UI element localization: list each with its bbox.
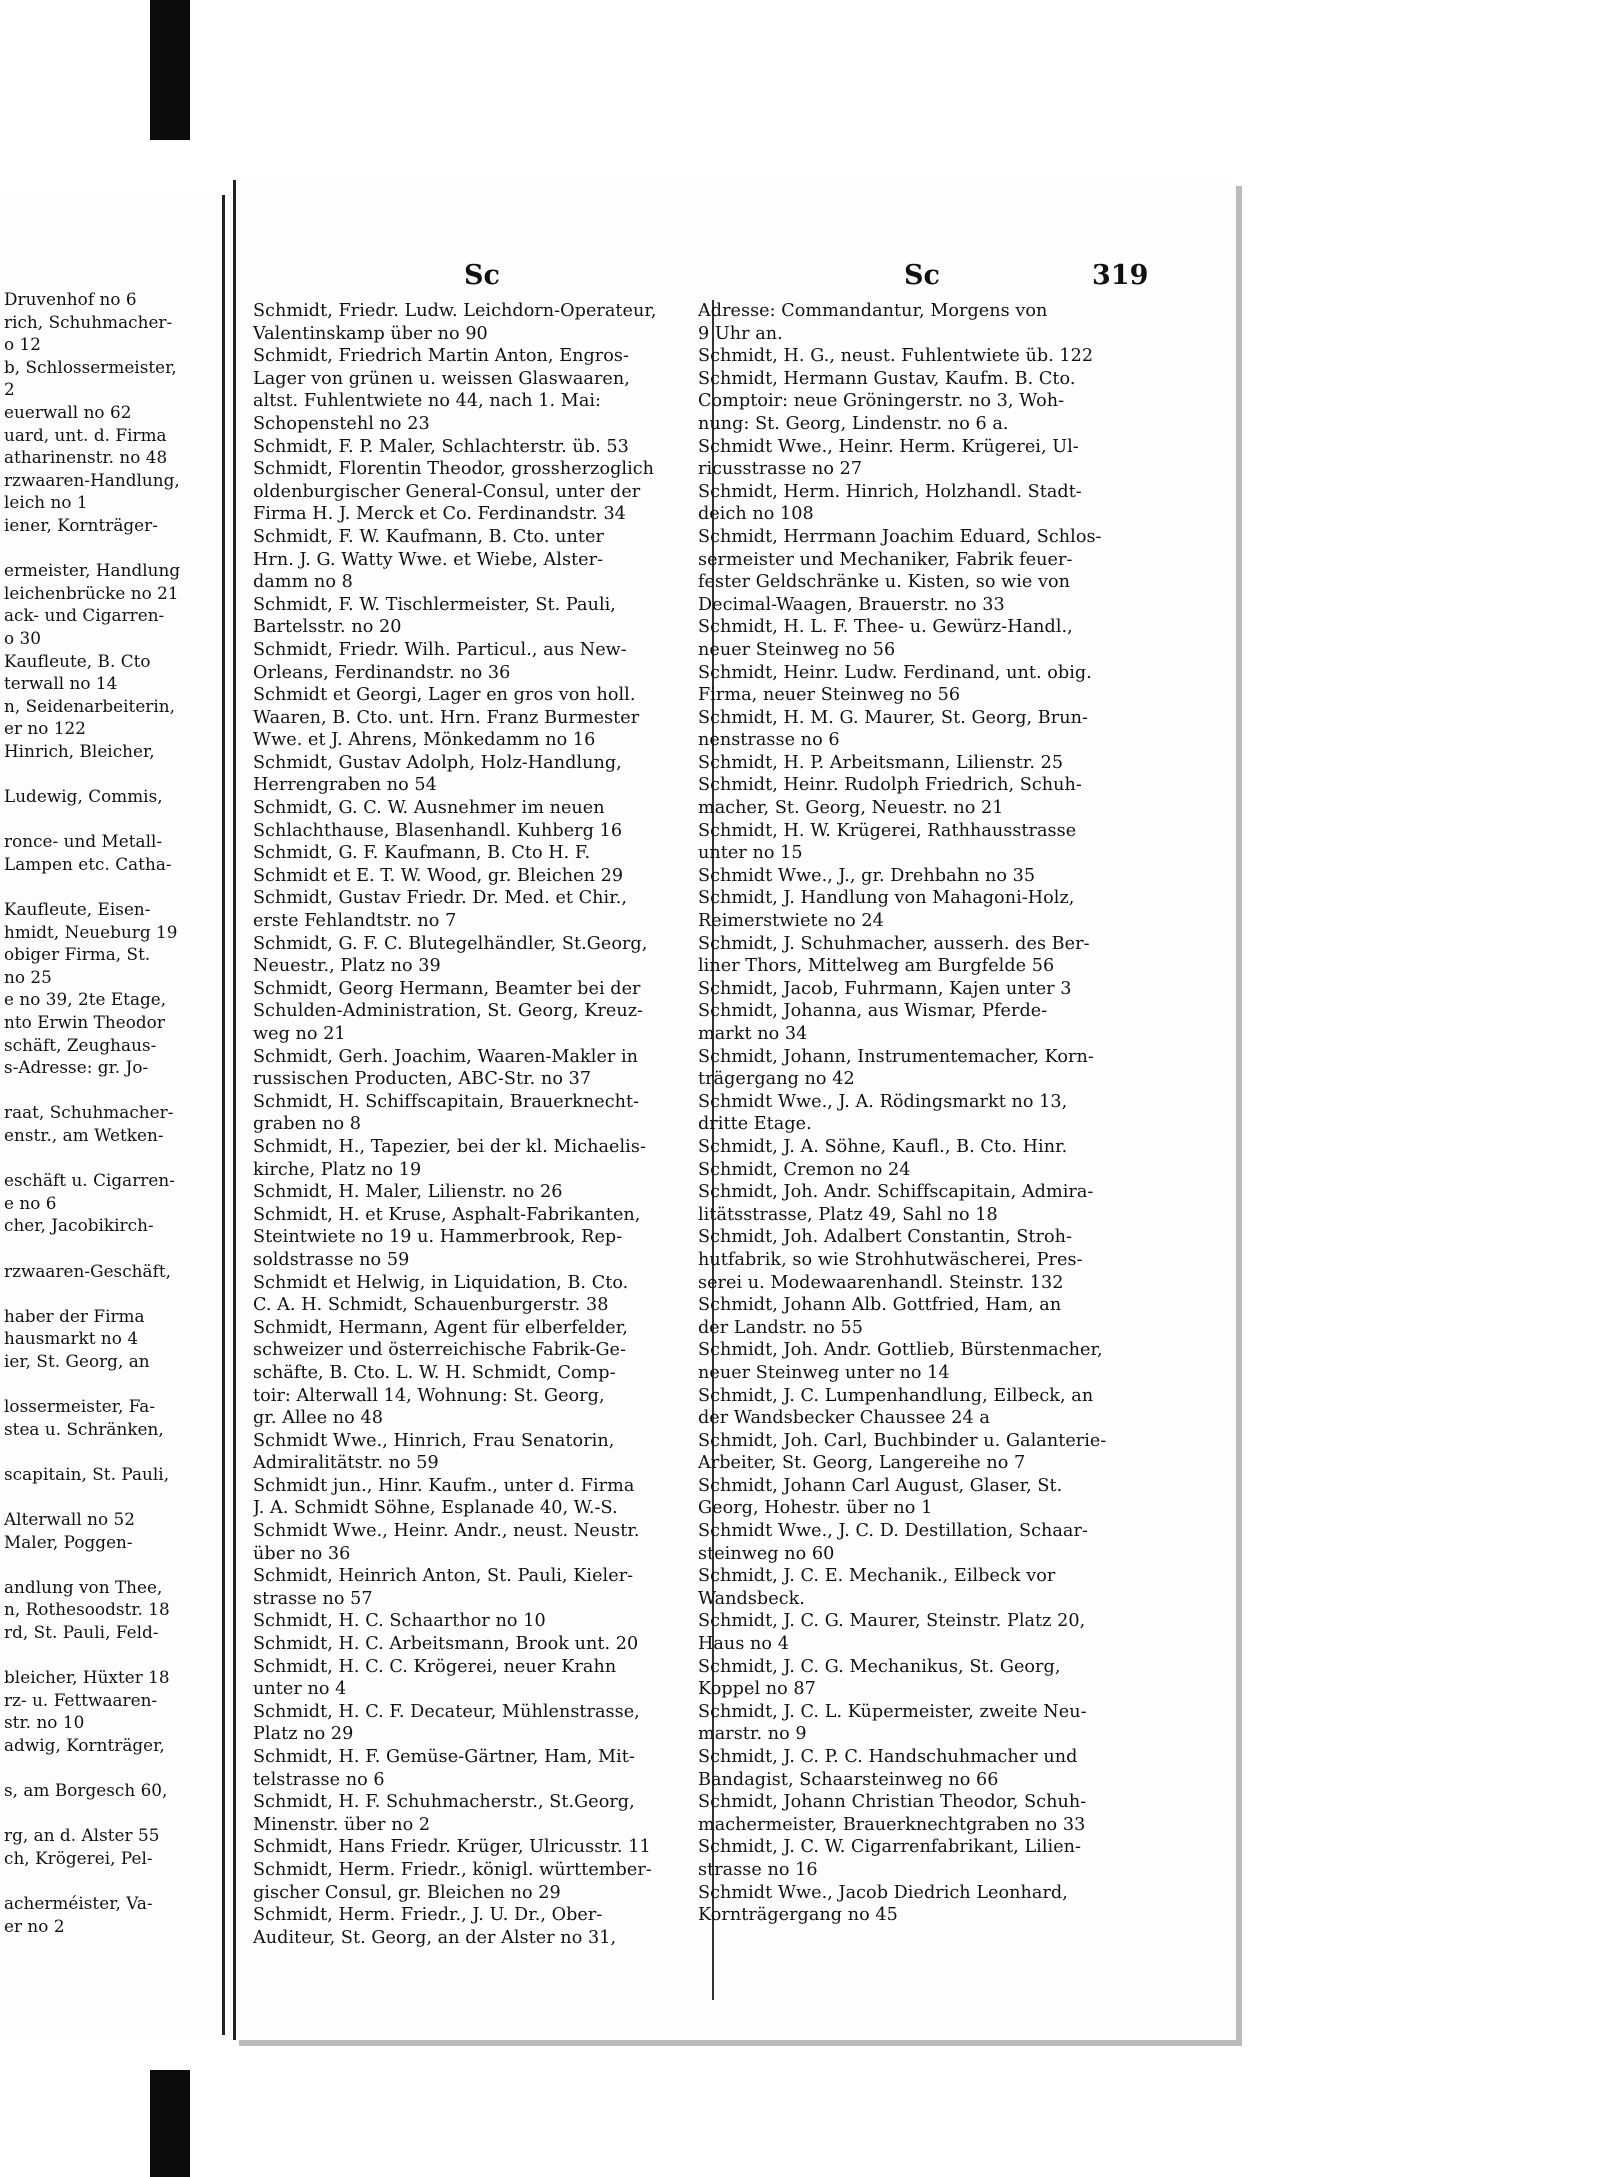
left-page-line: er no 122 [4,718,87,739]
directory-line: Schmidt, Friedrich Martin Anton, Engros- [253,346,629,367]
directory-line: Schmidt, Johanna, aus Wismar, Pferde- [698,1001,1048,1022]
left-page-line [4,1553,218,1576]
left-page-line: b, Schlossermeister, [4,356,177,377]
left-page-line: Kaufleute, B. Cto [4,650,151,671]
directory-line: Valentinskamp über no 90 [253,323,488,344]
left-page-line [4,1870,218,1893]
directory-line: Schmidt et Georgi, Lager en gros von holl. [253,685,636,706]
left-page-line: ier, St. Georg, an [4,1350,150,1371]
directory-line: Schmidt, Herm. Friedr., königl. württember- [253,1859,652,1880]
directory-line: Schmidt, Friedr. Ludw. Leichdorn-Operateur, [253,301,657,321]
directory-line: toir: Alterwall 14, Wohnung: St. Georg, [253,1385,605,1406]
directory-line: Firma, neuer Steinweg no 56 [698,685,961,706]
directory-line: Schmidt, Joh. Andr. Schiffscapitain, Admira- [698,1182,1094,1203]
directory-line: Schulden-Administration, St. Georg, Kreuz- [253,1001,644,1022]
left-page-line: lossermeister, Fa- [4,1396,156,1417]
directory-line: Schmidt, Hermann, Agent für elberfelder, [253,1317,628,1338]
left-page-line: schäft, Zeughaus- [4,1034,157,1055]
directory-line: Schmidt, J. C. L. Küpermeister, zweite Neu- [698,1701,1087,1722]
left-page-line: s, am Borgesch 60, [4,1780,168,1801]
directory-line: Schmidt, J. C. P. C. Handschuhmacher und [698,1747,1078,1767]
directory-line: Schmidt, H. C. F. Decateur, Mühlenstrasse, [253,1701,640,1722]
directory-line: macher, St. Georg, Neuestr. no 21 [698,798,1004,819]
left-page-line: bleicher, Hüxter 18 [4,1667,170,1688]
directory-line: Orleans, Ferdinandstr. no 36 [253,662,511,683]
directory-line: Comptoir: neue Gröningerstr. no 3, Woh- [698,391,1065,412]
directory-line: Schmidt, H. Schiffscapitain, Brauerknecht- [253,1091,640,1112]
directory-line: serei u. Modewaarenhandl. Steinstr. 132 [698,1272,1064,1293]
left-page-line: enstr., am Wetken- [4,1124,164,1145]
directory-line: Schmidt, Herm. Hinrich, Holzhandl. Stadt- [698,481,1082,502]
directory-line: Schmidt Wwe., Jacob Diedrich Leonhard, [698,1882,1068,1903]
directory-line: Schmidt, Joh. Andr. Gottlieb, Bürstenmacher, [698,1340,1103,1361]
directory-line: Bandagist, Schaarsteinweg no 66 [698,1769,999,1790]
directory-line: Schmidt, Hans Friedr. Krüger, Ulricusstr. 11 [253,1837,651,1858]
directory-line: Schmidt, Johann, Instrumentemacher, Korn- [698,1046,1094,1067]
directory-line: gr. Allee no 48 [253,1408,383,1429]
directory-line: Bartelsstr. no 20 [253,617,402,638]
directory-line: Schmidt, H. P. Arbeitsmann, Lilienstr. 25 [698,752,1064,773]
left-page-line: 2 [4,379,15,400]
directory-line: Schmidt, J. C. G. Maurer, Steinstr. Platz 20, [698,1611,1086,1632]
left-page-line: raat, Schuhmacher- [4,1102,174,1123]
left-page-line [4,1147,218,1170]
left-page-line [4,1644,218,1667]
directory-line: Hrn. J. G. Watty Wwe. et Wiebe, Alster- [253,549,604,570]
directory-line: Schmidt, Cremon no 24 [698,1159,911,1180]
directory-line: dritte Etage. [698,1114,812,1135]
directory-line: Wwe. et J. Ahrens, Mönkedamm no 16 [253,730,596,751]
directory-line: Schmidt, Herm. Friedr., J. U. Dr., Ober- [253,1905,603,1926]
directory-line: Schmidt, Heinr. Rudolph Friedrich, Schuh- [698,775,1082,796]
directory-line: Schmidt Wwe., Heinr. Andr., neust. Neustr. [253,1521,640,1542]
header-mid: Sc [904,260,940,291]
page-number: 319 [1092,260,1149,291]
left-page-line [4,808,218,831]
left-page-line: nto Erwin Theodor [4,1012,165,1032]
left-page-line: Lampen etc. Catha- [4,853,172,874]
directory-line: nung: St. Georg, Lindenstr. no 6 a. [698,413,1009,434]
left-page-line: iener, Kornträger- [4,514,158,535]
left-page-line: obiger Firma, St. [4,944,151,965]
directory-line: Schmidt Wwe., J., gr. Drehbahn no 35 [698,865,1036,886]
directory-line: oldenburgischer General-Consul, unter der [253,481,641,502]
directory-line: graben no 8 [253,1114,362,1135]
directory-line: J. A. Schmidt Söhne, Esplanade 40, W.-S. [253,1498,618,1519]
left-page-line: Maler, Poggen- [4,1531,133,1552]
directory-line: Reimerstwiete no 24 [698,911,884,932]
directory-line: Schmidt, F. W. Tischlermeister, St. Pauli, [253,594,616,615]
left-page-line: s-Adresse: gr. Jo- [4,1057,149,1078]
directory-line: Adresse: Commandantur, Morgens von [698,301,1048,321]
directory-line: Lager von grünen u. weissen Glaswaaren, [253,368,630,389]
left-page-line: hmidt, Neueburg 19 [4,921,178,942]
directory-line: Schmidt jun., Hinr. Kaufm., unter d. Firma [253,1475,635,1496]
directory-line: russischen Producten, ABC-Str. no 37 [253,1069,592,1090]
left-page-line: rg, an d. Alster 55 [4,1825,160,1846]
directory-line: schäfte, B. Cto. L. W. H. Schmidt, Comp- [253,1362,616,1383]
directory-line: Platz no 29 [253,1724,354,1745]
directory-line: Schmidt, J. C. Lumpenhandlung, Eilbeck, an [698,1385,1094,1406]
left-page-line [4,537,218,560]
directory-line: hutfabrik, so wie Strohhutwäscherei, Pres- [698,1249,1083,1270]
directory-line: Schmidt, H., Tapezier, bei der kl. Michaelis- [253,1136,646,1157]
left-page-line: o 12 [4,334,41,355]
directory-line: Schmidt, F. P. Maler, Schlachterstr. üb. 53 [253,436,629,457]
directory-line: Minenstr. über no 2 [253,1814,431,1835]
directory-line: Schmidt, J. C. W. Cigarrenfabrikant, Lilien- [698,1837,1082,1858]
directory-line: Kornträgergang no 45 [698,1905,898,1926]
left-page-line: rd, St. Pauli, Feld- [4,1622,159,1643]
directory-line: nenstrasse no 6 [698,730,840,751]
directory-line: Herrengraben no 54 [253,775,437,796]
left-page-line: Alterwall no 52 [4,1509,135,1530]
directory-line: Schmidt, H. Maler, Lilienstr. no 26 [253,1182,563,1203]
left-page-line: hausmarkt no 4 [4,1328,139,1349]
directory-line: schweizer und österreichische Fabrik-Ge- [253,1340,627,1361]
directory-line: deich no 108 [698,504,814,525]
directory-line: Schmidt, H. C. Schaarthor no 10 [253,1611,546,1632]
directory-line: Schmidt, H. C. Arbeitsmann, Brook unt. 20 [253,1634,639,1655]
left-page-line: ch, Krögerei, Pel- [4,1847,153,1868]
left-page-line: cher, Jacobikirch- [4,1215,154,1236]
directory-line: litätsstrasse, Platz 49, Sahl no 18 [698,1204,998,1225]
directory-line: Schmidt, J. Handlung von Mahagoni-Holz, [698,888,1075,909]
directory-line: altst. Fuhlentwiete no 44, nach 1. Mai: [253,391,602,412]
directory-line: Georg, Hohestr. über no 1 [698,1498,933,1519]
directory-line: telstrasse no 6 [253,1769,385,1790]
directory-line: Firma H. J. Merck et Co. Ferdinandstr. 34 [253,504,626,525]
directory-line: Schmidt, Joh. Adalbert Constantin, Stroh- [698,1227,1073,1248]
right-column [698,300,1158,1927]
left-page-line [4,1282,218,1305]
left-page-line: leichenbrücke no 21 [4,582,179,603]
directory-line: strasse no 16 [698,1859,818,1880]
left-page-line: rich, Schuhmacher- [4,311,173,332]
directory-line: Admiralitätstr. no 59 [253,1453,439,1474]
directory-line: Decimal-Waagen, Brauerstr. no 33 [698,594,1005,615]
directory-line: soldstrasse no 59 [253,1249,410,1270]
directory-line: neuer Steinweg unter no 14 [698,1362,950,1383]
left-page-line [4,1802,218,1825]
directory-line: markt no 34 [698,1024,808,1044]
left-page-line: o 30 [4,627,41,648]
directory-line: fester Geldschränke u. Kisten, so wie von [698,572,1071,593]
left-page-line: andlung von Thee, [4,1576,163,1597]
directory-line: Koppel no 87 [698,1679,816,1700]
left-page-line: eschäft u. Cigarren- [4,1170,175,1191]
left-page-line [4,1485,218,1508]
directory-line: Schmidt, Gustav Adolph, Holz-Handlung, [253,752,622,773]
left-page-line: Kaufleute, Eisen- [4,899,151,920]
directory-line: sermeister und Mechaniker, Fabrik feuer- [698,549,1073,570]
directory-line: Schmidt, H. C. C. Krögerei, neuer Krahn [253,1656,617,1677]
left-page-line: rzwaaren-Handlung, [4,469,180,490]
directory-line: über no 36 [253,1543,351,1564]
left-page-line: acherméister, Va- [4,1893,153,1914]
directory-line: Steintwiete no 19 u. Hammerbrook, Rep- [253,1227,623,1248]
directory-line: Schmidt Wwe., Heinr. Herm. Krügerei, Ul- [698,436,1079,457]
left-column [253,300,713,1949]
directory-line: weg no 21 [253,1024,346,1044]
directory-line: unter no 15 [698,843,803,864]
directory-line: Schmidt, J. C. E. Mechanik., Eilbeck vor [698,1566,1056,1587]
left-page-line: Hinrich, Bleicher, [4,740,155,761]
left-page-line: atharinenstr. no 48 [4,447,168,468]
directory-line: Schmidt, Herrmann Joachim Eduard, Schlos- [698,526,1102,547]
directory-line: Schmidt, H. W. Krügerei, Rathhausstrasse [698,820,1077,841]
directory-line: neuer Steinweg no 56 [698,639,896,660]
directory-line: strasse no 57 [253,1588,373,1609]
directory-line: Schmidt, Friedr. Wilh. Particul., aus New- [253,639,627,660]
left-page-line [4,1373,218,1396]
left-page-line: n, Rothesoodstr. 18 [4,1599,170,1620]
directory-line: Wandsbeck. [698,1588,805,1609]
directory-line: Schmidt et E. T. W. Wood, gr. Bleichen 29 [253,865,624,886]
left-page-line: rzwaaren-Geschäft, [4,1260,172,1281]
directory-line: trägergang no 42 [698,1069,855,1090]
left-page-line: ermeister, Handlung [4,560,181,581]
directory-line: Schmidt, Hermann Gustav, Kaufm. B. Cto. [698,368,1076,389]
directory-line: Schmidt, H. L. F. Thee- u. Gewürz-Handl., [698,617,1073,638]
left-page-line: er no 2 [4,1915,65,1936]
left-page-line [4,1237,218,1260]
directory-line: Schmidt Wwe., J. C. D. Destillation, Schaar- [698,1521,1088,1542]
left-page-line: e no 39, 2te Etage, [4,989,167,1010]
directory-line: marstr. no 9 [698,1724,807,1745]
left-page-line: Druvenhof no 6 [4,289,137,309]
header-left: Sc [464,260,500,291]
directory-line: Schmidt, Johann Carl August, Glaser, St. [698,1475,1063,1496]
directory-line: Schmidt, G. C. W. Ausnehmer im neuen [253,798,605,819]
left-page-line: stea u. Schränken, [4,1418,164,1439]
directory-line: Schmidt, Gerh. Joachim, Waaren-Makler in [253,1046,639,1067]
directory-line: erste Fehlandtstr. no 7 [253,911,457,932]
directory-line: unter no 4 [253,1679,347,1700]
directory-line: Haus no 4 [698,1634,789,1655]
directory-line: Schmidt, Gustav Friedr. Dr. Med. et Chir., [253,888,628,909]
directory-line: Schmidt, H. G., neust. Fuhlentwiete üb. 122 [698,346,1094,367]
directory-line: Schmidt, Jacob, Fuhrmann, Kajen unter 3 [698,978,1072,999]
directory-line: Schmidt, F. W. Kaufmann, B. Cto. unter [253,526,604,547]
directory-line: der Landstr. no 55 [698,1317,864,1338]
directory-line: kirche, Platz no 19 [253,1159,422,1180]
left-page-column [4,288,218,1937]
left-page-line: scapitain, St. Pauli, [4,1463,170,1484]
directory-line: 9 Uhr an. [698,323,783,344]
left-page-line: ack- und Cigarren- [4,605,165,626]
directory-line: Schmidt, H. F. Schuhmacherstr., St.Georg, [253,1792,635,1813]
left-page-line: leich no 1 [4,492,88,513]
left-page-line [4,762,218,785]
directory-line: Schlachthause, Blasenhandl. Kuhberg 16 [253,820,623,841]
directory-line: Schmidt, Heinrich Anton, St. Pauli, Kieler- [253,1566,634,1587]
left-page-line: e no 6 [4,1192,57,1213]
directory-line: Schmidt, Heinr. Ludw. Ferdinand, unt. obig. [698,662,1092,683]
directory-line: Schmidt, Florentin Theodor, grossherzoglich [253,459,655,480]
left-page-line: haber der Firma [4,1305,145,1326]
directory-line: Schmidt, J. A. Söhne, Kaufl., B. Cto. Hinr. [698,1136,1068,1157]
left-page-line [4,1440,218,1463]
left-page [0,195,225,2035]
left-page-line: Ludewig, Commis, [4,786,163,807]
directory-line: damm no 8 [253,572,353,593]
directory-line: Schopenstehl no 23 [253,413,430,434]
directory-line: der Wandsbecker Chaussee 24 a [698,1408,990,1429]
directory-line: machermeister, Brauerknechtgraben no 33 [698,1814,1086,1835]
directory-line: Schmidt, Joh. Carl, Buchbinder u. Galanterie- [698,1430,1107,1451]
directory-line: Schmidt Wwe., Hinrich, Frau Senatorin, [253,1430,615,1451]
directory-line: Schmidt, Johann Alb. Gottfried, Ham, an [698,1295,1062,1316]
left-page-line: uard, unt. d. Firma [4,424,167,445]
directory-line: Schmidt et Helwig, in Liquidation, B. Cto. [253,1272,629,1293]
left-page-line: adwig, Kornträger, [4,1735,165,1755]
directory-line: ricusstrasse no 27 [698,459,863,480]
directory-line: gischer Consul, gr. Bleichen no 29 [253,1882,561,1903]
directory-line: Schmidt Wwe., J. A. Rödingsmarkt no 13, [698,1091,1068,1112]
left-page-line [4,1079,218,1102]
left-page-line: rz- u. Fettwaaren- [4,1689,158,1710]
directory-line: steinweg no 60 [698,1543,835,1564]
directory-line: Auditeur, St. Georg, an der Alster no 31, [253,1927,617,1948]
directory-line: Schmidt, G. F. Kaufmann, B. Cto H. F. [253,843,591,864]
directory-line: Schmidt, J. C. G. Mechanikus, St. Georg, [698,1656,1061,1677]
left-page-line [4,875,218,898]
directory-line: Schmidt, Johann Christian Theodor, Schuh- [698,1792,1087,1813]
directory-line: Schmidt, H. F. Gemüse-Gärtner, Ham, Mit- [253,1747,635,1767]
directory-line: Schmidt, J. Schuhmacher, ausserh. des Ber- [698,933,1090,954]
directory-line: Schmidt, Georg Hermann, Beamter bei der [253,978,641,999]
left-page-line: n, Seidenarbeiterin, [4,695,176,716]
directory-line: Arbeiter, St. Georg, Langereihe no 7 [698,1453,1026,1474]
left-page-line: ronce- und Metall- [4,831,163,852]
left-page-line [4,1757,218,1780]
directory-line: Schmidt, H. et Kruse, Asphalt-Fabrikanten, [253,1204,641,1225]
directory-line: Schmidt, G. F. C. Blutegelhändler, St.Georg, [253,933,648,954]
left-page-line: euerwall no 62 [4,401,132,422]
directory-line: Waaren, B. Cto. unt. Hrn. Franz Burmester [253,707,640,728]
left-page-line: str. no 10 [4,1712,85,1733]
left-page-line: terwall no 14 [4,673,118,694]
directory-line: C. A. H. Schmidt, Schauenburgerstr. 38 [253,1295,609,1316]
directory-line: Neuestr., Platz no 39 [253,956,441,977]
directory-line: liner Thors, Mittelweg am Burgfelde 56 [698,956,1055,977]
left-page-line: no 25 [4,966,52,987]
directory-line: Schmidt, H. M. G. Maurer, St. Georg, Brun- [698,707,1088,728]
right-page [233,180,1236,2040]
